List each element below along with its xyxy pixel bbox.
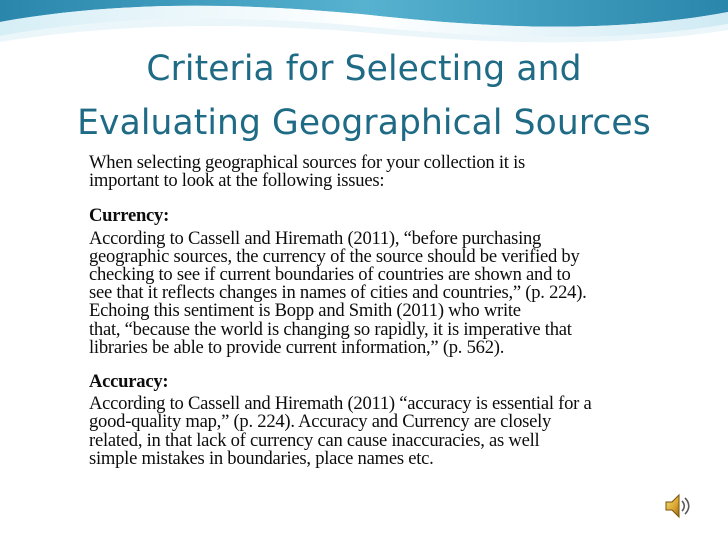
speaker-icon[interactable] <box>663 491 691 521</box>
slide-body <box>89 154 689 468</box>
currency-paragraph <box>89 227 689 358</box>
currency-line: checking to see if current boundaries of countries are shown and to <box>89 264 571 286</box>
intro-paragraph <box>89 154 689 190</box>
slide-title-line-1: Criteria for Selecting and <box>146 49 582 89</box>
accuracy-line: good-quality map,” (p. 224). Accuracy and Currency are closely <box>89 411 552 433</box>
accuracy-paragraph <box>89 395 689 468</box>
currency-line: that, “because the world is changing so rapidly, it is imperative that <box>89 318 572 340</box>
section-heading-accuracy: Accuracy: <box>89 371 169 393</box>
accuracy-line: According to Cassell and Hiremath (2011) “accuracy is essential for a <box>89 393 592 415</box>
currency-line: According to Cassell and Hiremath (2011), “before purchasing <box>89 227 542 249</box>
intro-line: When selecting geographical sources for your collection it is <box>89 152 526 173</box>
currency-line: see that it reflects changes in names of cities and countries,” (p. 224). <box>89 282 587 304</box>
currency-line: Echoing this sentiment is Bopp and Smith (2011) who write <box>89 300 521 322</box>
slide-title <box>0 42 728 150</box>
accuracy-line: simple mistakes in boundaries, place names etc. <box>89 447 434 469</box>
accuracy-line: related, in that lack of currency can cause inaccuracies, as well <box>89 429 540 451</box>
slide-title-line-2: Evaluating Geographical Sources <box>77 103 651 143</box>
currency-line: libraries be able to provide current information,” (p. 562). <box>89 336 505 358</box>
section-heading-currency: Currency: <box>89 205 170 227</box>
intro-line: important to look at the following issues: <box>89 170 385 192</box>
currency-line: geographic sources, the currency of the source should be verified by <box>89 245 580 267</box>
